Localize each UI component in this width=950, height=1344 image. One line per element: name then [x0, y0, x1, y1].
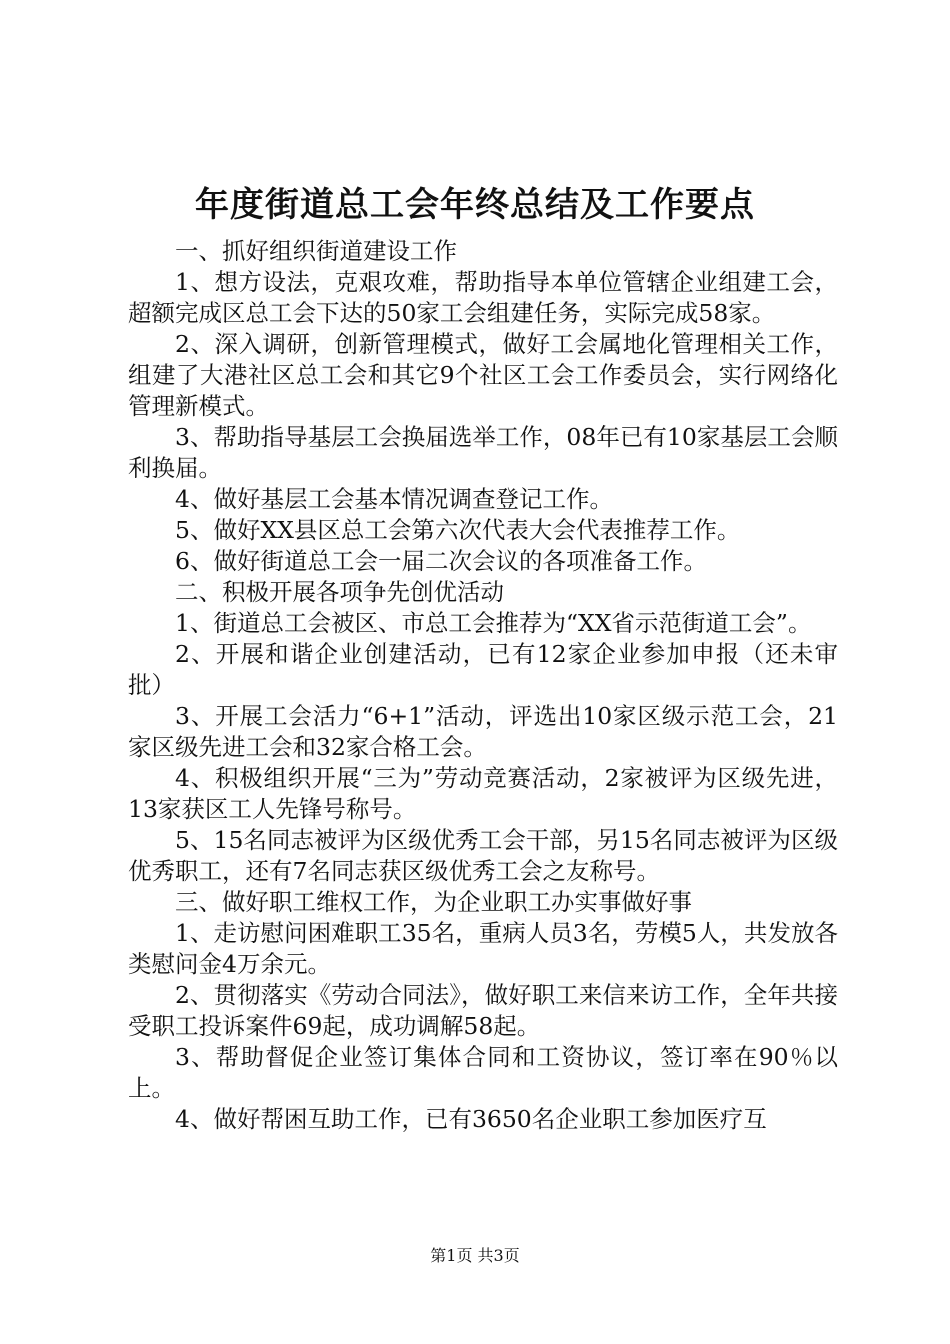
body-paragraph: 1、街道总工会被区、市总工会推荐为“XX省示范街道工会”。 — [175, 609, 812, 637]
body-paragraph: 6、做好街道总工会一届二次会议的各项准备工作。 — [175, 547, 707, 575]
section-heading: 一、抓好组织街道建设工作 — [175, 237, 457, 265]
body-paragraph: 5、做好XX县区总工会第六次代表大会代表推荐工作。 — [175, 516, 741, 544]
body-paragraph: 4、做好帮困互助工作，已有3650名企业职工参加医疗互 — [175, 1105, 767, 1133]
body-paragraph: 2、深入调研，创新管理模式，做好工会属地化管理相关工作，组建了大港社区总工会和其它9个社区工会工作委员会，实行网络化管理新模式。 — [128, 330, 838, 420]
body-paragraph: 4、做好基层工会基本情况调查登记工作。 — [175, 485, 613, 513]
body-paragraph: 4、积极组织开展“三为”劳动竞赛活动，2家被评为区级先进，13家获区工人先锋号称号。 — [128, 764, 838, 823]
body-paragraph: 3、开展工会活力“6+1”活动，评选出10家区级示范工会，21家区级先进工会和32家合格工会。 — [128, 702, 838, 761]
body-paragraph: 3、帮助指导基层工会换届选举工作，08年已有10家基层工会顺利换届。 — [128, 423, 838, 482]
body-paragraph: 1、想方设法，克艰攻难，帮助指导本单位管辖企业组建工会，超额完成区总工会下达的50家工会组建任务，实际完成58家。 — [128, 268, 838, 327]
section-heading: 二、积极开展各项争先创优活动 — [175, 578, 504, 606]
page-footer: 第1页 共3页 — [430, 1246, 520, 1265]
body-paragraph: 5、15名同志被评为区级优秀工会干部，另15名同志被评为区级优秀职工，还有7名同志获区级优秀工会之友称号。 — [128, 826, 838, 885]
body-paragraph: 1、走访慰问困难职工35名，重病人员3名，劳模5人，共发放各类慰问金4万余元。 — [128, 919, 838, 978]
section-heading: 三、做好职工维权工作，为企业职工办实事做好事 — [175, 888, 692, 916]
body-paragraph: 3、帮助督促企业签订集体合同和工资协议，签订率在90％以上。 — [128, 1043, 838, 1102]
document-body — [128, 236, 838, 1135]
document-title: 年度街道总工会年终总结及工作要点 — [195, 185, 755, 225]
body-paragraph: 2、开展和谐企业创建活动，已有12家企业参加申报（还未审批） — [128, 640, 838, 699]
body-paragraph: 2、贯彻落实《劳动合同法》，做好职工来信来访工作，全年共接受职工投诉案件69起，成功调解58起。 — [128, 981, 838, 1040]
